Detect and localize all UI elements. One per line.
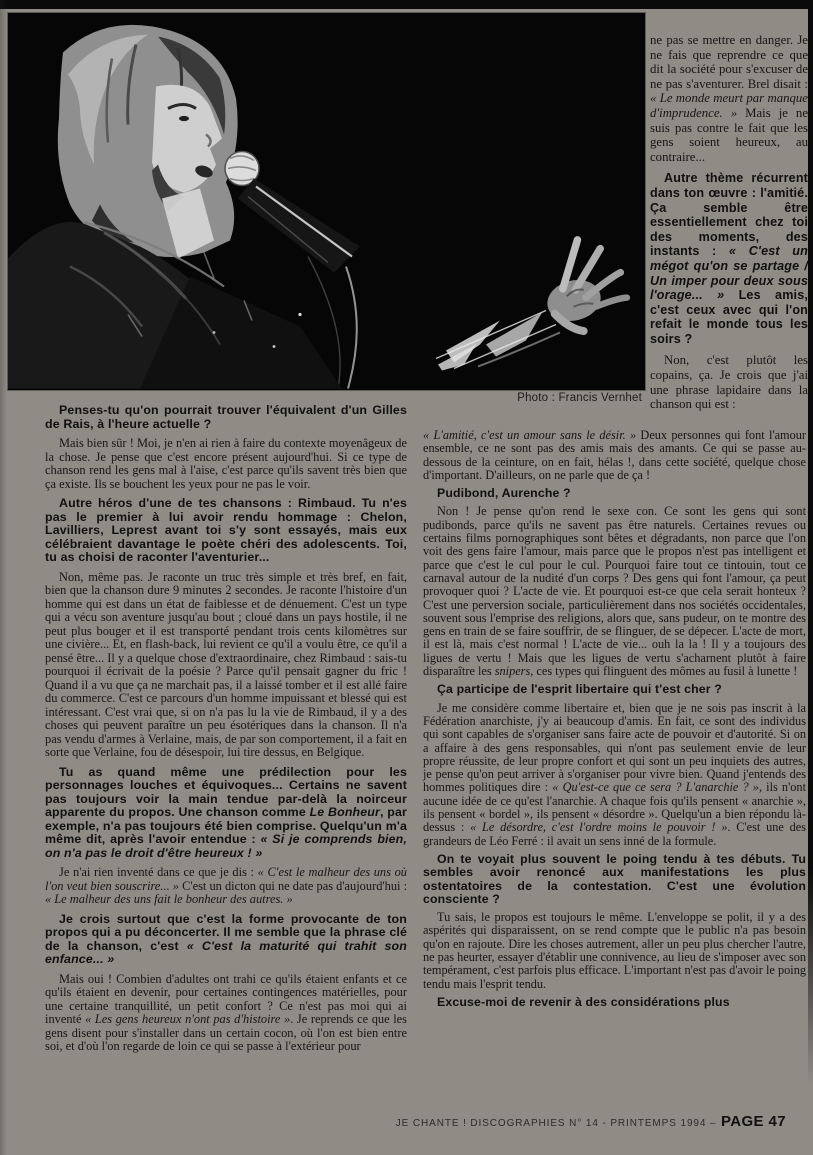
- singer-concert-photo: [8, 13, 645, 390]
- interview-question: [45, 497, 407, 565]
- interview-question: [650, 171, 808, 346]
- text-segment: Excuse-moi de revenir à des considérations plus: [437, 994, 730, 1009]
- text-segment: Tu sais, le propos est toujours le même. L'enveloppe se polit, il y a des aspérités qui disparaissent, on se rend compte que le public n'a pas besoin qu'on en rajoute. Dire les choses autrement, aller un peu plus chercher l'autre, ne pas heurter, essayer d'établir une connivence, au lieu de s'imposer avec son tempérament, c'est parfois plus efficace. L'important n'est pas d'avoir le poing tendu mais l'esprit tendu.: [423, 910, 806, 991]
- text-segment: C'est un dicton qui ne date pas d'aujourd'hui :: [179, 878, 408, 893]
- text-segment: . C'est une des grandeurs de Léo Ferré : il avait un sens inné de la formule.: [423, 820, 807, 848]
- text-segment: « Qu'est-ce que ce sera ? L'anarchie ? »: [552, 780, 759, 795]
- text-segment: Ça participe de l'esprit libertaire qui t'est cher ?: [437, 682, 722, 697]
- article-column-right-wide: [423, 429, 806, 1014]
- text-segment: Je crois surtout que c'est la forme provocante de ton propos qui a pu déconcerter. Il me semble que la phrase clé de la chanson, c'est: [45, 911, 407, 953]
- interview-answer: [423, 911, 806, 991]
- interview-question: [423, 683, 806, 696]
- interview-answer: [45, 571, 407, 760]
- interview-answer: [423, 505, 806, 678]
- text-segment: Autre héros d'une de tes chansons : Rimbaud. Tu n'es pas le premier à lui avoir rendu hommage : Chelon, Lavilliers, Leprest avant toi s'y sont essayés, mais eux célébraient davantage le poète chéri des adolescents. Toi, tu as choisi de raconter l'aventurier...: [45, 496, 407, 564]
- text-segment: Autre thème récurrent dans ton œuvre : l'amitié. Ça semble être essentiellement chez toi des moments, des instants :: [650, 171, 808, 259]
- text-segment: Je me considère comme libertaire et, bien que je ne sois pas inscrit à la Fédération anarchiste, j'y ai beaucoup d'amis. En fait, ce sont des individus qui sont capables de s'organiser sans faire acte de pouvoir et d'autorité. Si on a affaire à des gens responsables, qui n'ont pas seulement envie de leur propre réussite, de leur propre confort et qui sont un peu inquiets des autres, je pense qu'on peut arriver à s'organiser pour vivre bien. Quand j'entends des hommes politiques dire :: [423, 700, 806, 795]
- interview-question: [423, 996, 806, 1009]
- text-segment: Deux personnes qui font l'amour ensemble, ce ne sont pas des amis mais des amants. Ce qui se passe au-dessous de la ceinture, on en fait, hélas !, dans cette société, quelque chose d'important. D'ailleurs, on ne parle que de ça !: [423, 428, 806, 482]
- text-segment: Mais oui ! Combien d'adultes ont trahi ce qu'ils étaient enfants et ce qu'ils étaient en devenir, pour certaines contingences matérielles, pour une certaine tranquillité, un petit confort ? Ce n'est pas moi qui ai inventé: [45, 971, 407, 1026]
- text-segment: Non ! Je pense qu'on rend le sexe con. Ce sont les gens qui sont pudibonds, parce qu'ils ne savent pas être naturels. Certaines revues ou certains films pornographiques sont bêtes et dégradants, non parce que l'on voit des gens faire l'amour, mais parce que le propos n'est pas intelligent et parce que c'est le cul pour le cul. Pourquoi faire tout ce tintouin, tout ce carnaval autour de la nudité d'un corps ? Des gens qui font l'amour, ça peut provoquer quoi ? L'acte de vie. Et pourquoi est-ce que cela serait honteux ? C'est une perversion sociale, particulièrement dans nos sociétés occidentales, souvent sous l'emprise des religions, alors que, sans pudeur, on te montre des gens en train de se faire souffrir, de se flinguer, de se dépecer. L'acte de mort, il est là, mais c'est normal ! L'acte de vie... ouh la la ! Il y a toujours des ligues de vertu ! Mais que les ligues de vertu s'acharnent plutôt à faire disparaître les: [423, 504, 806, 679]
- interview-answer: [650, 353, 808, 411]
- article-column-left: [45, 404, 407, 1060]
- interview-question: [423, 853, 806, 906]
- text-segment: , ces types qui flinguent des mômes au fusil à lunette !: [530, 664, 798, 679]
- text-segment: snipers: [494, 664, 531, 679]
- text-segment: , par exemple, n'a pas toujours été bien comprise. Quelqu'un m'a même dit, après l'avoir entendue :: [45, 805, 408, 846]
- text-segment: Tu as quand même une prédilection pour les personnages louches et équivoques... Certains ne savent pas toujours voir la main tendue par-delà la noirceur apparente du propos. Une chanson comme: [45, 764, 407, 819]
- interview-answer: [650, 33, 808, 164]
- singer-photo-illustration: [8, 13, 645, 390]
- interview-answer: [45, 866, 407, 907]
- interview-question: [45, 404, 407, 431]
- scan-right-edge: [808, 0, 813, 1085]
- text-segment: Mais bien sûr ! Moi, je n'en ai rien à faire du contexte moyenâgeux de la chose. Je pense que c'est encore présent aujourd'hui. Si ce type de chanson rend les gens mal à l'aise, c'est parce qu'ils savent très bien que ça existe. Ils se bouchent les yeux pour ne pas le voir.: [45, 436, 407, 491]
- text-segment: « Le monde meurt par manque d'imprudence. »: [650, 91, 808, 120]
- text-segment: Non, c'est plutôt les copains, ça. Je crois que j'ai une phrase lapidaire dans la chanson qui est :: [650, 353, 808, 412]
- text-segment: Le Bonheur: [309, 805, 380, 819]
- journal-title: JE CHANTE ! DISCOGRAPHIES N° 14 - PRINTEMPS 1994 –: [395, 1118, 717, 1129]
- text-segment: « Le malheur des uns fait le bonheur des autres. »: [45, 892, 293, 906]
- text-segment: « Le désordre, c'est l'ordre moins le pouvoir ! »: [470, 820, 728, 835]
- page-footer: [300, 1113, 786, 1131]
- text-segment: Les amis, c'est ceux avec qui l'on refait le monde tous les soirs ?: [650, 288, 809, 346]
- text-segment: Je n'ai rien inventé dans ce que je dis :: [59, 865, 258, 879]
- interview-answer: [45, 973, 407, 1054]
- text-segment: Mais je ne suis pas contre le fait que les gens soient heureux, au contraire...: [650, 105, 809, 164]
- text-segment: Penses-tu qu'on pourrait trouver l'équivalent d'un Gilles de Rais, à l'heure actuelle ?: [45, 403, 407, 431]
- interview-answer: [423, 429, 806, 482]
- photo-credit: Photo : Francis Vernhet: [517, 392, 642, 404]
- interview-question: [45, 766, 407, 861]
- text-segment: « C'est le malheur des uns où l'on veut bien souscrire... »: [45, 865, 407, 893]
- text-segment: « C'est la maturité qui trahit son enfance... »: [45, 938, 407, 966]
- article-column-right-narrow: [650, 33, 808, 419]
- page-number: PAGE 47: [720, 1113, 786, 1130]
- text-segment: « C'est un mégot qu'on se partage / Un imper pour deux sous l'orage... »: [650, 244, 808, 303]
- text-segment: , ils n'ont aucune idée de ce qu'est l'anarchie. A chaque fois qu'ils pensent « anarchie », ils pensent « bordel », ils pensent « désordre ». Quelqu'un a bien répondu là-dessus :: [423, 780, 806, 835]
- text-segment: On te voyait plus souvent le poing tendu à tes débuts. Tu sembles avoir renoncé aux manifestations les plus ostentatoires de la contestation. C'est une évolution consciente ?: [423, 851, 806, 906]
- scan-top-edge: [0, 0, 813, 9]
- text-segment: ne pas se mettre en danger. Je ne fais que reprendre ce que dit la société pour s'excuser de ne pas s'aventurer. Brel disait :: [650, 33, 808, 91]
- interview-question: [45, 913, 407, 967]
- interview-answer: [423, 702, 806, 848]
- interview-answer: [45, 437, 407, 491]
- text-segment: « Si je comprends bien, on n'a pas le droit d'être heureux ! »: [45, 832, 407, 860]
- text-segment: « L'amitié, c'est un amour sans le désir. »: [423, 428, 637, 442]
- interview-question: [423, 487, 806, 500]
- text-segment: « Les gens heureux n'ont pas d'histoire »: [85, 1012, 291, 1026]
- scan-left-edge: [0, 0, 7, 1155]
- text-segment: . Je reprends ce que les gens disent pour s'installer dans un certain cocon, où l'on est bien entre soi, et d'où l'on regarde de loin ce qui se passe à l'extérieur pour: [45, 1012, 407, 1053]
- text-segment: Non, même pas. Je raconte un truc très simple et très bref, en fait, bien que la chanson dure 9 minutes 2 secondes. Je raconte l'histoire d'un homme qui est dans un état de faiblesse et de dénuement. C'est un type qui a vécu son aventure jusqu'au bout ; cloué dans un pays hostile, il ne peut plus bouger et il est transporté pendant trois cents kilomètres sur une civière... Et, en flash-back, lui revient ce qu'il a voulu être, ce qu'il a pensé être... Il y a quelque chose d'extraordinaire, chez Rimbaud : sais-tu pourquoi il écrivait de la poésie ? Parce qu'il pensait gagner du fric ! Quand il a vu que ça ne marchait pas, il a laissé tomber et il est allé faire du commerce. C'est ce parcours d'un homme impuissant et blessé qui est intéressant. C'est vrai que, si on n'a pas lu la vie de Rimbaud, il y a des choses qui peuvent paraître un peu ésotériques dans la chanson. Il n'a pas vendu d'armes à Verlaine, mais, de par son comportement, il a fait en sorte que Verlaine, fou de désespoir, lui tire dessus, en Belgique.: [45, 569, 407, 759]
- text-segment: Pudibond, Aurenche ?: [437, 486, 571, 501]
